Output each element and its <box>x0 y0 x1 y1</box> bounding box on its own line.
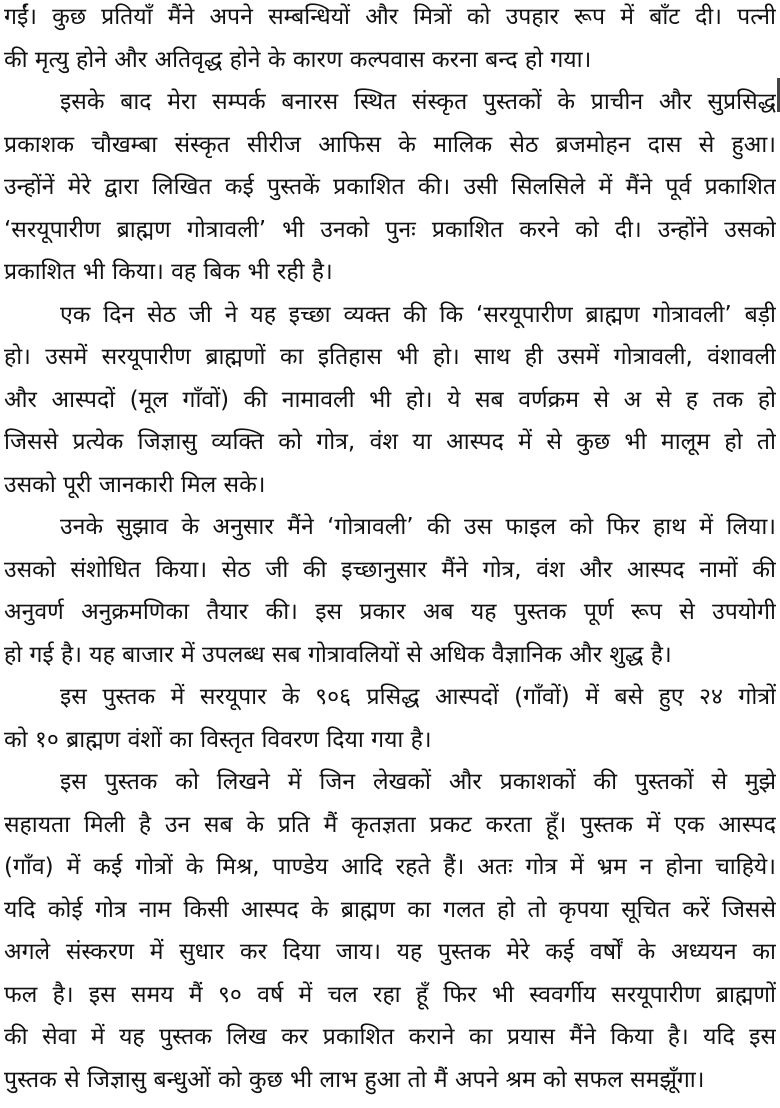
text-line: प्रकाशक चौखम्बा संस्कृत सीरीज आफिस के मालिक सेठ ब्रजमोहन दास से हुआ। <box>4 131 776 158</box>
text-line: पुस्तक से जिज्ञासु बन्धुओं को कुछ भी लाभ हुआ तो मैं अपने श्रम को सफल समझूँगा। <box>4 1066 705 1093</box>
text-line: उसको पूरी जानकारी मिल सके। <box>4 471 266 498</box>
document-page <box>4 0 776 1101</box>
text-line: को १० ब्राह्मण वंशों का विस्तृत विवरण दिया गया है। <box>4 726 432 753</box>
text-line: सहायता मिली है उन सब के प्रति मैं कृतज्ञता प्रकट करता हूँ। पुस्तक में एक आस्पद <box>4 811 776 838</box>
paragraph <box>4 81 776 294</box>
text-line: इस पुस्तक में सरयूपार के ९०६ प्रसिद्ध आस्पदों (गाँवों) में बसे हुए २४ गोत्रों <box>60 684 776 710</box>
text-line: हो गई है। यह बाजार में उपलब्ध सब गोत्रावलियों से अधिक वैज्ञानिक और शुद्ध है। <box>4 641 672 668</box>
text-line: (गाँव) में कई गोत्रों के मिश्र, पाण्डेय आदि रहते हैं। अतः गोत्र में भ्रम न होना चाहिये। <box>4 854 776 880</box>
text-line: यदि कोई गोत्र नाम किसी आस्पद के ब्राह्मण का गलत हो तो कृपया सूचित करें जिससे <box>4 896 776 923</box>
text-line: प्रकाशित भी किया। वह बिक भी रही है। <box>4 259 333 285</box>
text-line: अगले संस्करण में सुधार कर दिया जाय। यह पुस्तक मेरे कई वर्षों के अध्ययन का <box>4 939 776 965</box>
text-line: अनुवर्ण अनुक्रमणिका तैयार की। इस प्रकार अब यह पुस्तक पूर्ण रूप से उपयोगी <box>4 599 776 625</box>
paragraph <box>4 294 776 507</box>
text-line: उनके सुझाव के अनुसार मैंने ‘गोत्रावली’ की उस फाइल को फिर हाथ में लिया। <box>60 514 776 540</box>
paragraph <box>4 761 776 1101</box>
paragraph <box>4 0 776 81</box>
text-line: हो। उसमें सरयूपारीण ब्राह्मणों का इतिहास भी हो। साथ ही उसमें गोत्रावली, वंशावली <box>4 344 776 370</box>
text-line: की मृत्यु होने और अतिवृद्ध होने के कारण कल्पवास करना बन्द हो गया। <box>4 46 592 73</box>
text-line: ‘सरयूपारीण ब्राह्मण गोत्रावली’ भी उनको पुनः प्रकाशित करने को दी। उन्होंने उसको <box>4 216 776 243</box>
text-line: इसके बाद मेरा सम्पर्क बनारस स्थित संस्कृत पुस्तकों के प्राचीन और सुप्रसिद्ध <box>60 89 776 115</box>
text-line: फल है। इस समय मैं ९० वर्ष में चल रहा हूँ फिर भी स्ववर्गीय सरयूपारीण ब्राह्मणों <box>4 981 776 1008</box>
text-line: गईं। कुछ प्रतियाँ मैंने अपने सम्बन्धियों और मित्रों को उपहार रूप में बाँट दी। पत्नी <box>4 4 776 30</box>
text-line: की सेवा में यह पुस्तक लिख कर प्रकाशित कराने का प्रयास मैंने किया है। यदि इस <box>4 1024 776 1050</box>
text-line: और आस्पदों (मूल गाँवों) की नामावली भी हो। ये सब वर्णक्रम से अ से ह तक हो <box>4 386 776 413</box>
text-line: जिससे प्रत्येक जिज्ञासु व्यक्ति को गोत्र, वंश या आस्पद में से कुछ भी मालूम हो तो <box>4 429 776 455</box>
text-line: इस पुस्तक को लिखने में जिन लेखकों और प्रकाशकों की पुस्तकों से मुझे <box>60 769 776 795</box>
paragraph <box>4 676 776 761</box>
paragraph <box>4 506 776 676</box>
text-line: उन्होंनें मेरे द्वारा लिखित कई पुस्तकें प्रकाशित की। उसी सिलसिले में मैंने पूर्व प्रकाशित <box>4 174 776 200</box>
text-line: उसको संशोधित किया। सेठ जी की इच्छानुसार मैंने गोत्र, वंश और आस्पद नामों की <box>4 556 776 583</box>
text-line: एक दिन सेठ जी ने यह इच्छा व्यक्त की कि ‘सरयूपारीण ब्राह्मण गोत्रावली’ बड़ी <box>60 301 776 328</box>
